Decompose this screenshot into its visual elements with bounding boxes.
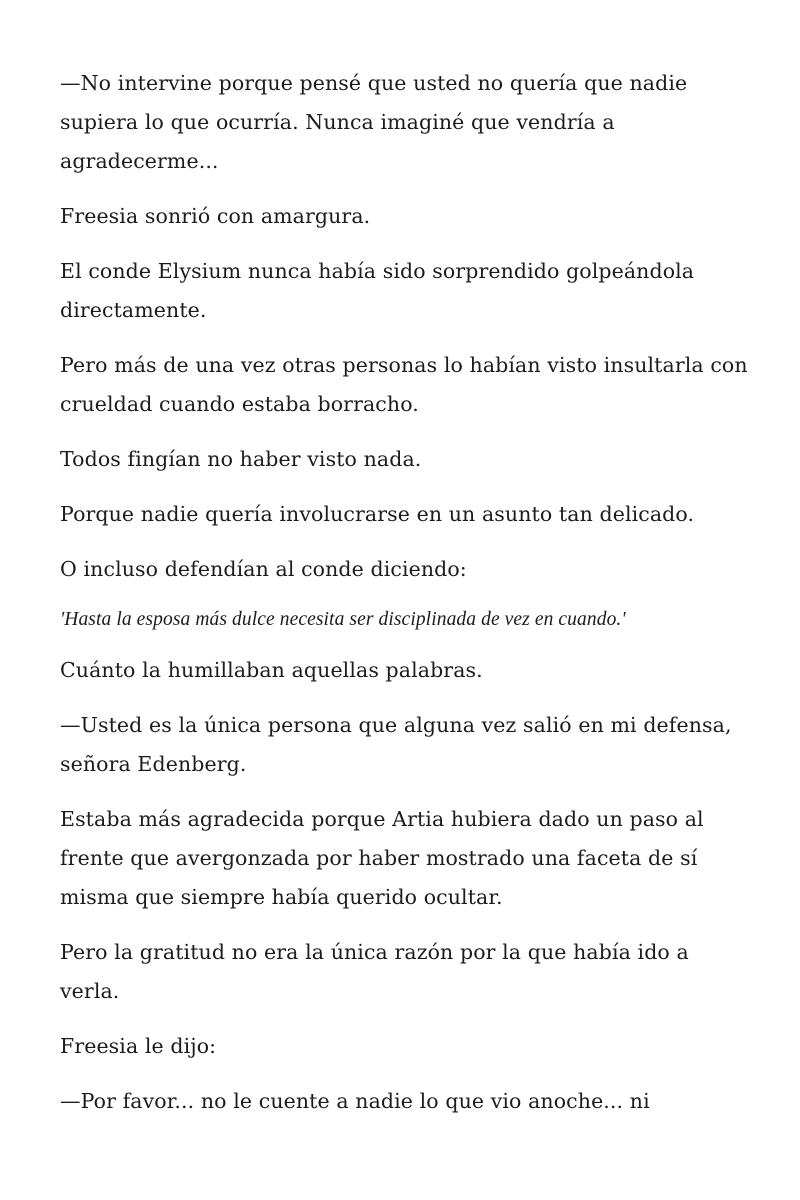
paragraph-11: Estaba más agradecida porque Artia hubiera dado un paso al frente que avergonzada por haber mostrado una faceta de sí misma que siempre había querido ocultar. (60, 807, 704, 909)
paragraph-2: Freesia sonrió con amargura. (60, 204, 371, 228)
paragraph-7: O incluso defendían al conde diciendo: (60, 557, 467, 581)
italic-quote: 'Hasta la esposa más dulce necesita ser disciplinada de vez en cuando.' (60, 609, 626, 630)
paragraph-5: Todos fingían no haber visto nada. (60, 447, 422, 471)
paragraph-4: Pero más de una vez otras personas lo habían visto insultarla con crueldad cuando estaba borracho. (60, 353, 748, 416)
paragraph-14: —Por favor... no le cuente a nadie lo que vio anoche... ni (60, 1089, 650, 1113)
paragraph-1: —No intervine porque pensé que usted no quería que nadie supiera lo que ocurría. Nunca imaginé que vendría a agradecerme... (60, 71, 688, 173)
paragraph-9: Cuánto la humillaban aquellas palabras. (60, 658, 483, 682)
document-page (60, 64, 750, 1137)
paragraph-6: Porque nadie quería involucrarse en un asunto tan delicado. (60, 502, 695, 526)
paragraph-13: Freesia le dijo: (60, 1034, 217, 1058)
paragraph-3: El conde Elysium nunca había sido sorprendido golpeándola directamente. (60, 259, 695, 322)
paragraph-12: Pero la gratitud no era la única razón por la que había ido a verla. (60, 940, 689, 1003)
paragraph-10: —Usted es la única persona que alguna vez salió en mi defensa, señora Edenberg. (60, 713, 732, 776)
